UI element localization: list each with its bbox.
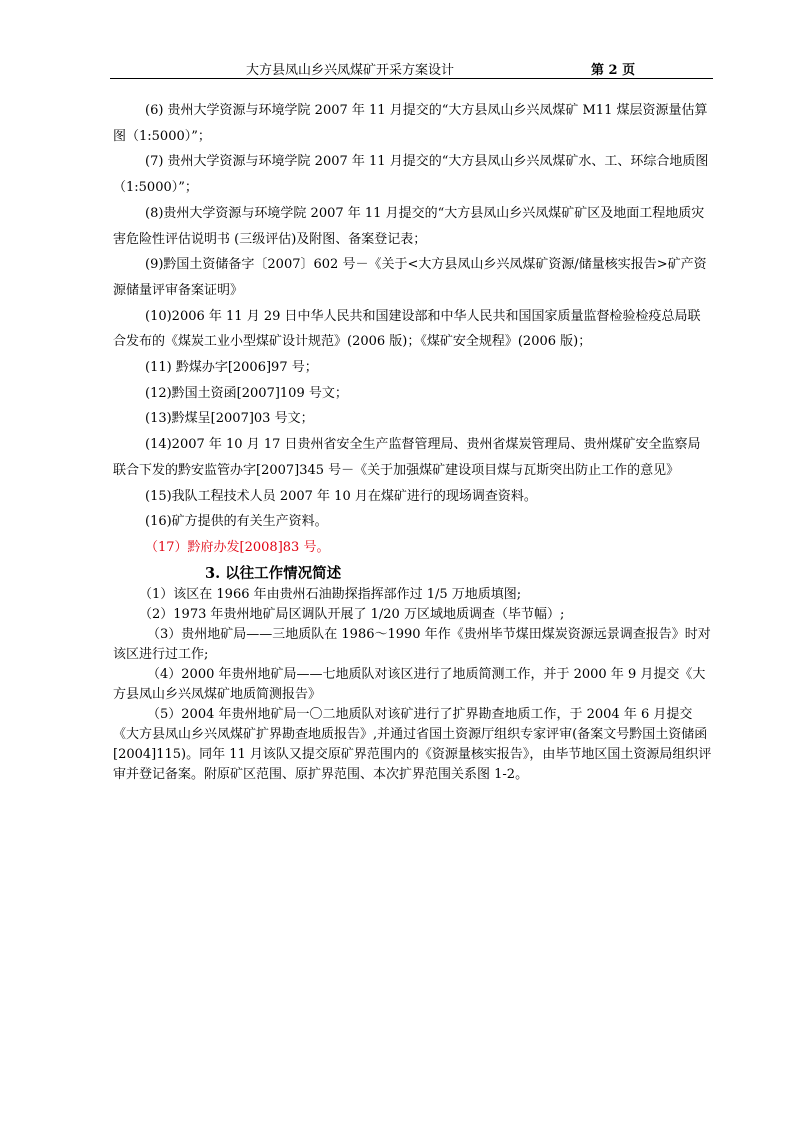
reference-item-highlighted: （17）黔府办发[2008]83 号。 (145, 539, 330, 555)
history-item: （2）1973 年贵州地矿局区调队开展了 1/20 万区域地质调查（毕节幅）; (139, 606, 565, 622)
document-title: 大方县凤山乡兴凤煤矿开采方案设计 (246, 63, 455, 78)
history-item: （4）2000 年贵州地矿局——七地质队对该区进行了地质简测工作，并于 2000 年 9 月提交《大方县凤山乡兴凤煤矿地质简测报告》 (113, 666, 706, 702)
reference-item: (15)我队工程技术人员 2007 年 10 月在煤矿进行的现场调查资料。 (145, 488, 537, 504)
reference-item: (8)贵州大学资源与环境学院 2007 年 11 月提交的“大方县凤山乡兴凤煤矿矿区及地面工程地质灾害危险性评估说明书 (三级评估)及附图、备案登记表； (113, 205, 705, 247)
reference-item: (7) 贵州大学资源与环境学院 2007 年 11 月提交的“大方县凤山乡兴凤煤矿水、工、环综合地质图（1:5000）”； (113, 154, 709, 196)
reference-item: (11) 黔煤办字[2006]97 号； (145, 360, 318, 376)
section-heading: 3. 以往工作情况简述 (205, 564, 342, 582)
page-number: 第 2 页 (591, 63, 636, 78)
page-body (113, 98, 713, 785)
reference-item: (10)2006 年 11 月 29 日中华人民共和国建设部和中华人民共和国国家质量监督检验检疫总局联合发布的《煤炭工业小型煤矿设计规范》(2006 版)；《煤矿安全规程》(2006 版)； (113, 308, 701, 350)
history-item: （3）贵州地矿局——三地质队在 1986～1990 年作《贵州毕节煤田煤炭资源远景调查报告》时对该区进行过工作; (113, 626, 711, 662)
reference-item: (6) 贵州大学资源与环境学院 2007 年 11 月提交的“大方县凤山乡兴凤煤矿 M11 煤层资源量估算图（1:5000）”； (113, 103, 708, 144)
reference-item: (14)2007 年 10 月 17 日贵州省安全生产监督管理局、贵州省煤炭管理局、贵州煤矿安全监察局联合下发的黔安监管办字[2007]345 号－《关于加强煤矿建设项目煤与瓦斯突出防止工作的意见》 (113, 437, 701, 478)
reference-item: (12)黔国土资函[2007]109 号文； (145, 385, 348, 401)
history-item: （5）2004 年贵州地矿局一〇二地质队对该矿进行了扩界勘查地质工作，于 2004 年 6 月提交《大方县凤山乡兴凤煤矿扩界勘查地质报告》,并通过省国土资源厅组织专家评审(备案文号黔国土资储函[2004]115)。同年 11 月该队又提交原矿界范围内的《资源量核实报告》，由毕节地区国土资源局组织评审并登记备案。附原矿区范围、原扩界范围、本次扩界范围关系图 1-2。 (113, 706, 712, 782)
history-item: （1）该区在 1966 年由贵州石油勘探指挥部作过 1/5 万地质填图; (139, 586, 522, 602)
reference-item: (9)黔国土资储备字〔2007〕602 号－《关于<大方县凤山乡兴凤煤矿资源/储量核实报告>矿产资源储量评审备案证明》 (113, 257, 707, 298)
page-header (110, 58, 713, 79)
reference-item: (13)黔煤呈[2007]03 号文； (145, 411, 314, 427)
reference-item: (16)矿方提供的有关生产资料。 (145, 514, 328, 530)
